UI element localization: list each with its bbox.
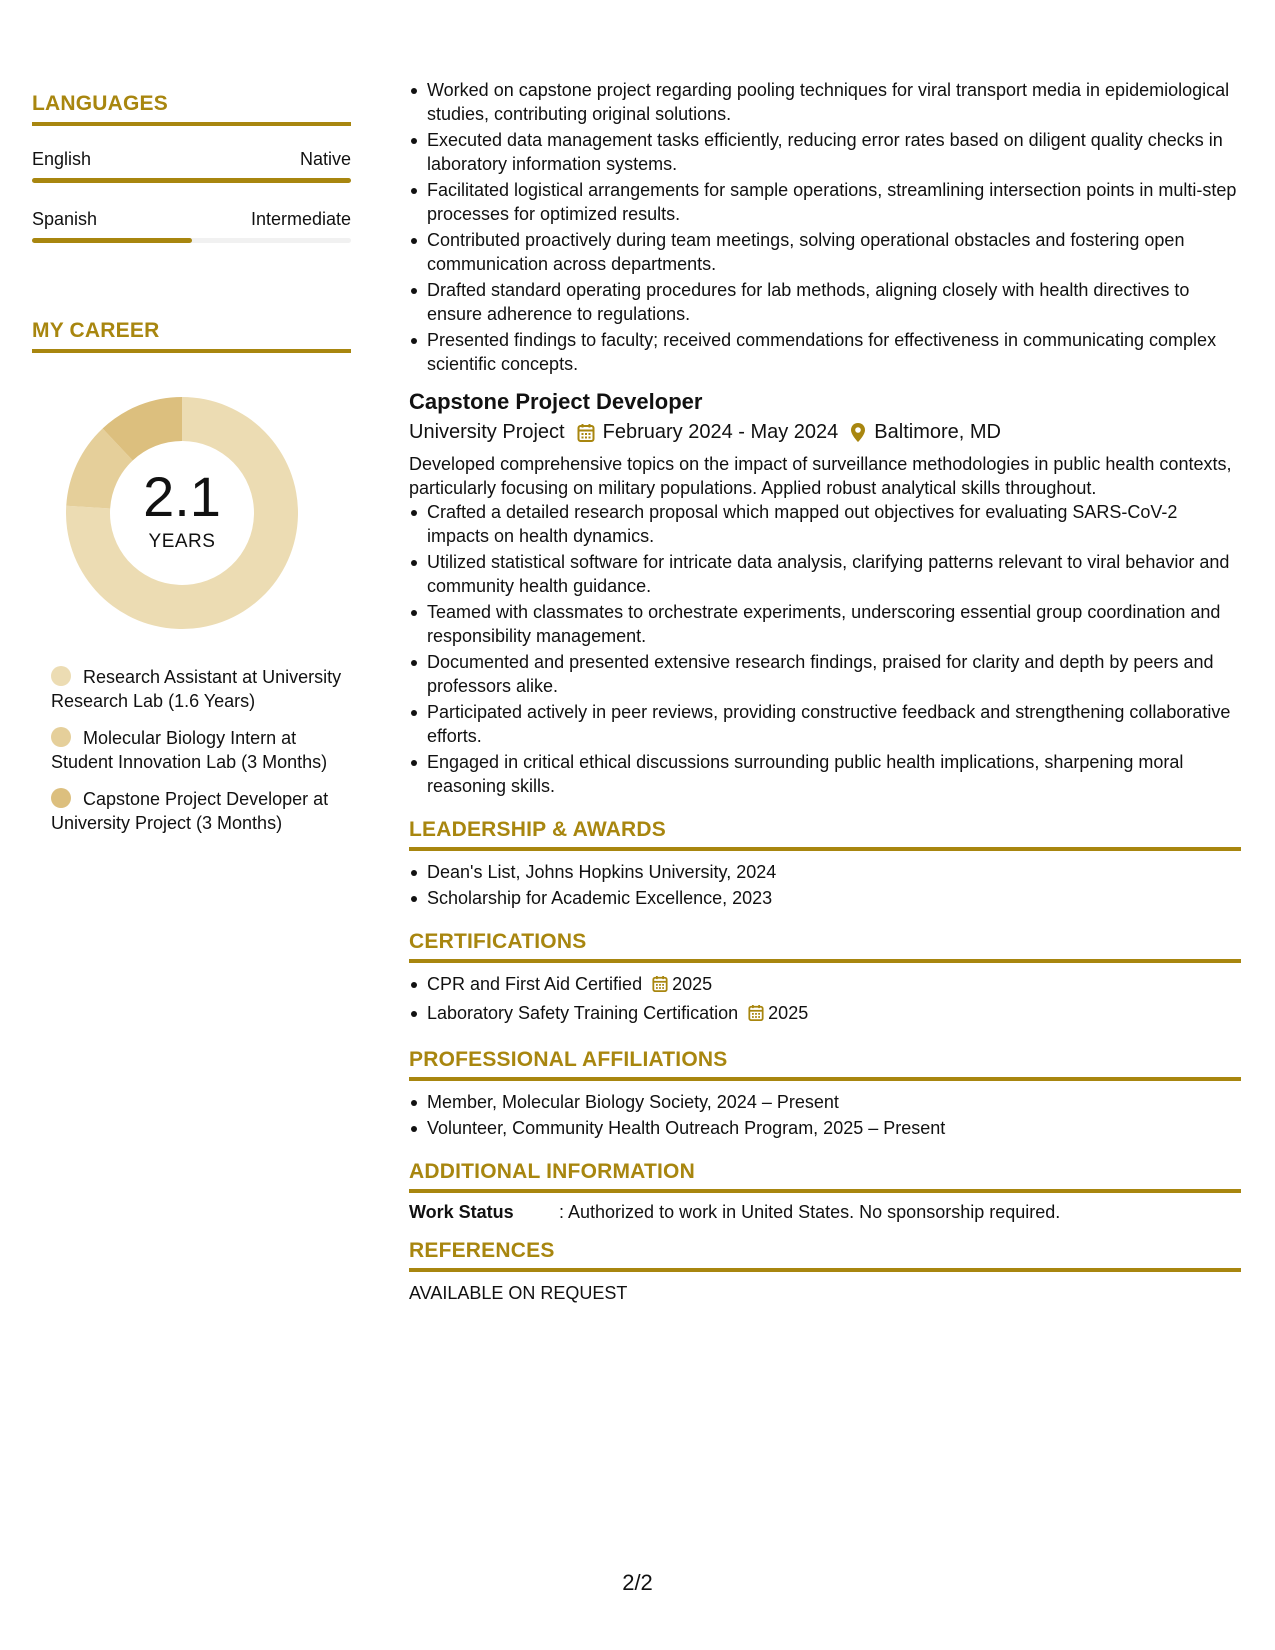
language-bar-english bbox=[32, 178, 351, 183]
calendar-icon bbox=[748, 1004, 764, 1028]
legend-label: Molecular Biology Intern at Student Innovation Lab (3 Months) bbox=[51, 728, 328, 772]
list-item: Crafted a detailed research proposal which mapped out objectives for evaluating SARS-CoV-2 impacts on health dynamics. bbox=[427, 500, 1241, 548]
previous-job-bullets bbox=[409, 78, 1241, 376]
job-description: Developed comprehensive topics on the impact of surveillance methodologies in public health contexts, particularly focusing on military populations. Applied robust analytical skills throughout. bbox=[409, 454, 1232, 498]
leadership-section bbox=[409, 818, 1241, 910]
career-total-unit: YEARS bbox=[148, 531, 216, 552]
leadership-heading: LEADERSHIP & AWARDS bbox=[409, 818, 1241, 851]
job-location: Baltimore, MD bbox=[874, 421, 1001, 443]
list-item: Volunteer, Community Health Outreach Program, 2025 – Present bbox=[427, 1116, 1241, 1140]
certifications-heading: CERTIFICATIONS bbox=[409, 930, 1241, 963]
references-heading: REFERENCES bbox=[409, 1239, 1241, 1272]
list-item: Dean's List, Johns Hopkins University, 2024 bbox=[427, 860, 1241, 884]
language-row-spanish bbox=[32, 209, 351, 230]
language-bar-fill bbox=[32, 238, 192, 243]
language-name: Spanish bbox=[32, 209, 98, 229]
list-item: Facilitated logistical arrangements for sample operations, streamlining intersection points in multi-step processes for optimized results. bbox=[427, 178, 1241, 226]
list-item: Scholarship for Academic Excellence, 2023 bbox=[427, 886, 1241, 910]
language-level: Intermediate bbox=[250, 209, 351, 229]
list-item bbox=[427, 972, 1241, 999]
list-item: Documented and presented extensive research findings, praised for clarity and depth by peers and professors alike. bbox=[427, 650, 1241, 698]
list-item: Utilized statistical software for intricate data analysis, clarifying patterns relevant to viral behavior and community health guidance. bbox=[427, 550, 1241, 598]
certification-year: 2025 bbox=[672, 974, 713, 994]
list-item: Worked on capstone project regarding pooling techniques for viral transport media in epidemiological studies, contributing original solutions. bbox=[427, 78, 1241, 126]
legend-label: Research Assistant at University Research Lab (1.6 Years) bbox=[51, 667, 342, 711]
certification-name: CPR and First Aid Certified bbox=[427, 974, 643, 994]
job-title: Capstone Project Developer bbox=[409, 389, 703, 414]
language-row-english bbox=[32, 149, 351, 170]
list-item: Presented findings to faculty; received commendations for effectiveness in communicating complex scientific concepts. bbox=[427, 328, 1241, 376]
career-donut-chart bbox=[66, 397, 298, 629]
career-total bbox=[66, 397, 298, 629]
job-dates: February 2024 - May 2024 bbox=[602, 421, 839, 443]
list-item: Engaged in critical ethical discussions surrounding public health implications, sharpening moral reasoning skills. bbox=[427, 750, 1241, 798]
work-status-value: : Authorized to work in United States. No sponsorship required. bbox=[559, 1202, 1061, 1222]
list-item: Participated actively in peer reviews, providing constructive feedback and strengthening collaborative efforts. bbox=[427, 700, 1241, 748]
list-item: Teamed with classmates to orchestrate experiments, underscoring essential group coordination and responsibility management. bbox=[427, 600, 1241, 648]
legend-label: Capstone Project Developer at University Project (3 Months) bbox=[51, 789, 329, 833]
language-level: Native bbox=[299, 149, 351, 169]
calendar-icon bbox=[652, 975, 668, 999]
page-number: 2/2 bbox=[622, 1570, 653, 1595]
language-bar-fill bbox=[32, 178, 351, 183]
career-heading: MY CAREER bbox=[32, 319, 351, 353]
certification-year: 2025 bbox=[768, 1003, 809, 1023]
languages-heading: LANGUAGES bbox=[32, 92, 351, 126]
job-meta bbox=[409, 421, 1241, 444]
work-status-label: Work Status bbox=[409, 1202, 514, 1222]
certifications-list bbox=[409, 972, 1241, 1028]
legend-dot bbox=[51, 666, 71, 686]
location-pin-icon bbox=[850, 422, 866, 443]
job-org: University Project bbox=[409, 421, 565, 443]
list-item: Member, Molecular Biology Society, 2024 – Present bbox=[427, 1090, 1241, 1114]
certification-name: Laboratory Safety Training Certification bbox=[427, 1003, 739, 1023]
language-name: English bbox=[32, 149, 92, 169]
additional-heading: ADDITIONAL INFORMATION bbox=[409, 1160, 1241, 1193]
list-item bbox=[427, 1001, 1241, 1028]
list-item: Drafted standard operating procedures for lab methods, aligning closely with health directives to ensure adherence to regulations. bbox=[427, 278, 1241, 326]
references-section bbox=[409, 1239, 1241, 1304]
affiliations-section bbox=[409, 1048, 1241, 1140]
language-bar-spanish bbox=[32, 238, 351, 243]
list-item: Executed data management tasks efficiently, reducing error rates based on diligent quality checks in laboratory information systems. bbox=[427, 128, 1241, 176]
certifications-section bbox=[409, 930, 1241, 1028]
affiliations-list bbox=[409, 1090, 1241, 1140]
leadership-list bbox=[409, 860, 1241, 910]
career-legend-item bbox=[51, 787, 351, 835]
additional-section bbox=[409, 1160, 1241, 1223]
career-legend bbox=[51, 665, 351, 835]
career-legend-item bbox=[51, 726, 351, 774]
job-bullets bbox=[409, 500, 1241, 798]
list-item: Contributed proactively during team meetings, solving operational obstacles and fostering open communication across departments. bbox=[427, 228, 1241, 276]
legend-dot bbox=[51, 788, 71, 808]
sidebar bbox=[32, 92, 351, 848]
career-legend-item bbox=[51, 665, 351, 713]
calendar-icon bbox=[577, 423, 595, 443]
career-total-value: 2.1 bbox=[143, 465, 221, 528]
references-text: AVAILABLE ON REQUEST bbox=[409, 1283, 628, 1303]
legend-dot bbox=[51, 727, 71, 747]
main-content bbox=[409, 78, 1241, 1304]
work-status-row bbox=[409, 1202, 1241, 1223]
affiliations-heading: PROFESSIONAL AFFILIATIONS bbox=[409, 1048, 1241, 1081]
